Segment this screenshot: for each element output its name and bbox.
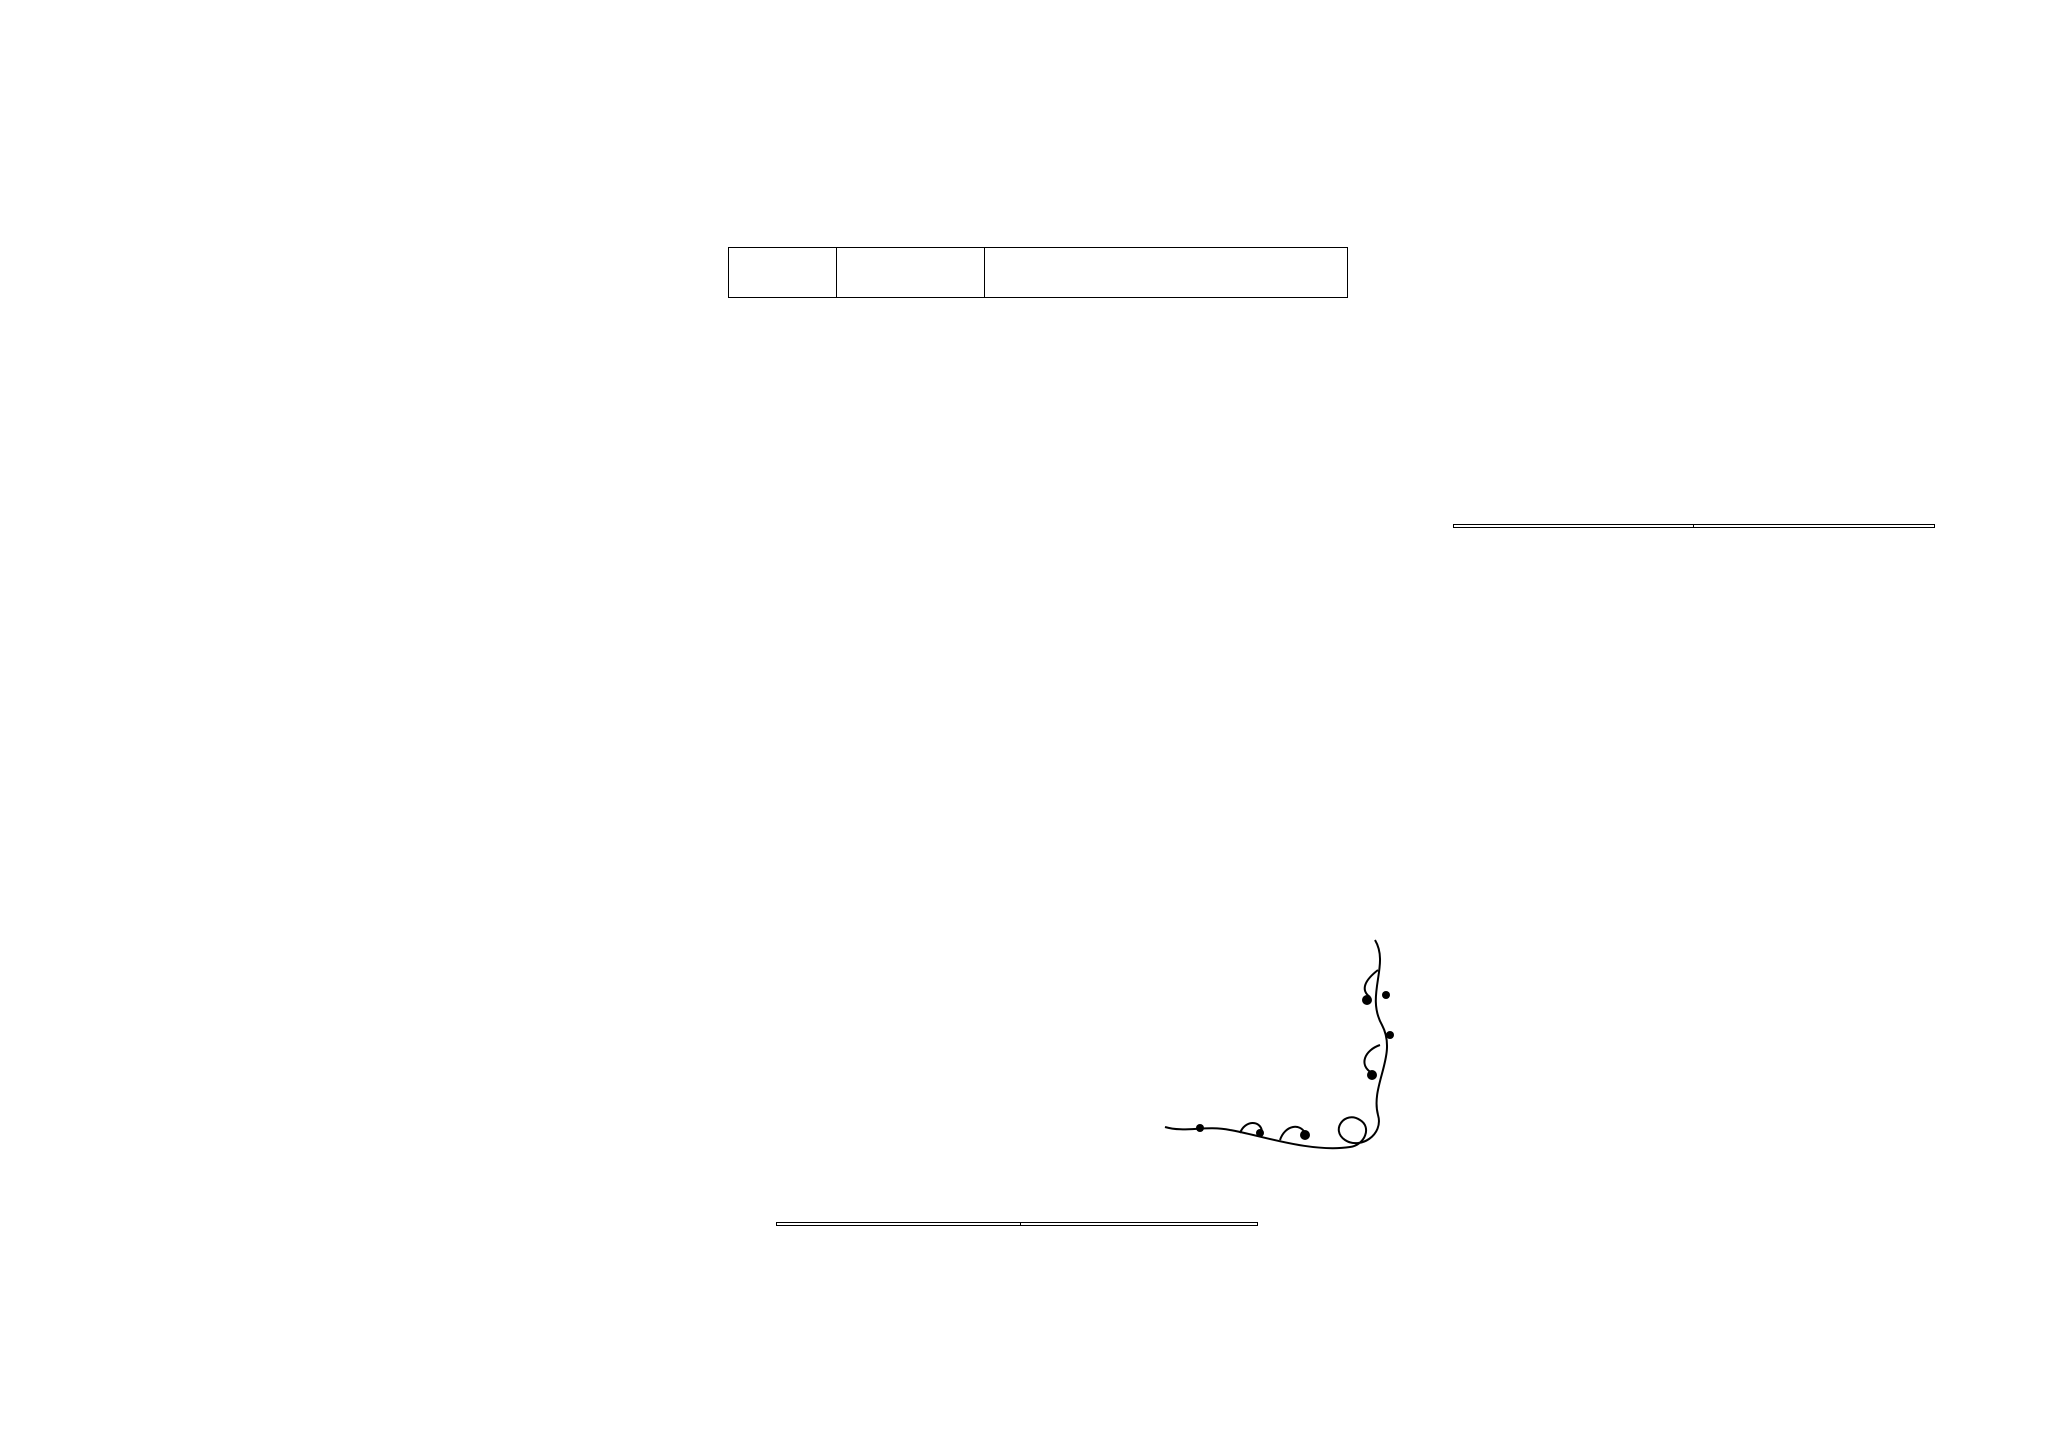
tentatif-header-tarikh — [729, 248, 837, 298]
hari2-table — [1453, 524, 1935, 528]
hari2-header-tindakan — [1693, 525, 1935, 528]
tentatif-table — [728, 247, 1348, 298]
hari2-header-row — [1454, 525, 1935, 528]
hari1-table — [776, 1222, 1258, 1226]
committee-column — [158, 87, 538, 176]
hari1-header-aktiviti — [777, 1223, 1021, 1226]
hari2-header-aktiviti — [1454, 525, 1694, 528]
tentatif-header-row — [729, 248, 1348, 298]
tarikh-line — [158, 153, 538, 176]
tentatif-header-masa — [836, 248, 984, 298]
tentatif-header-aktiviti — [984, 248, 1347, 298]
flourish-ornament — [1160, 935, 1400, 1155]
hari1-header-row — [777, 1223, 1258, 1226]
ajk-section — [133, 109, 563, 131]
hari1-header-tindakan — [1021, 1223, 1258, 1226]
decorative-flourish — [1160, 935, 1400, 1155]
